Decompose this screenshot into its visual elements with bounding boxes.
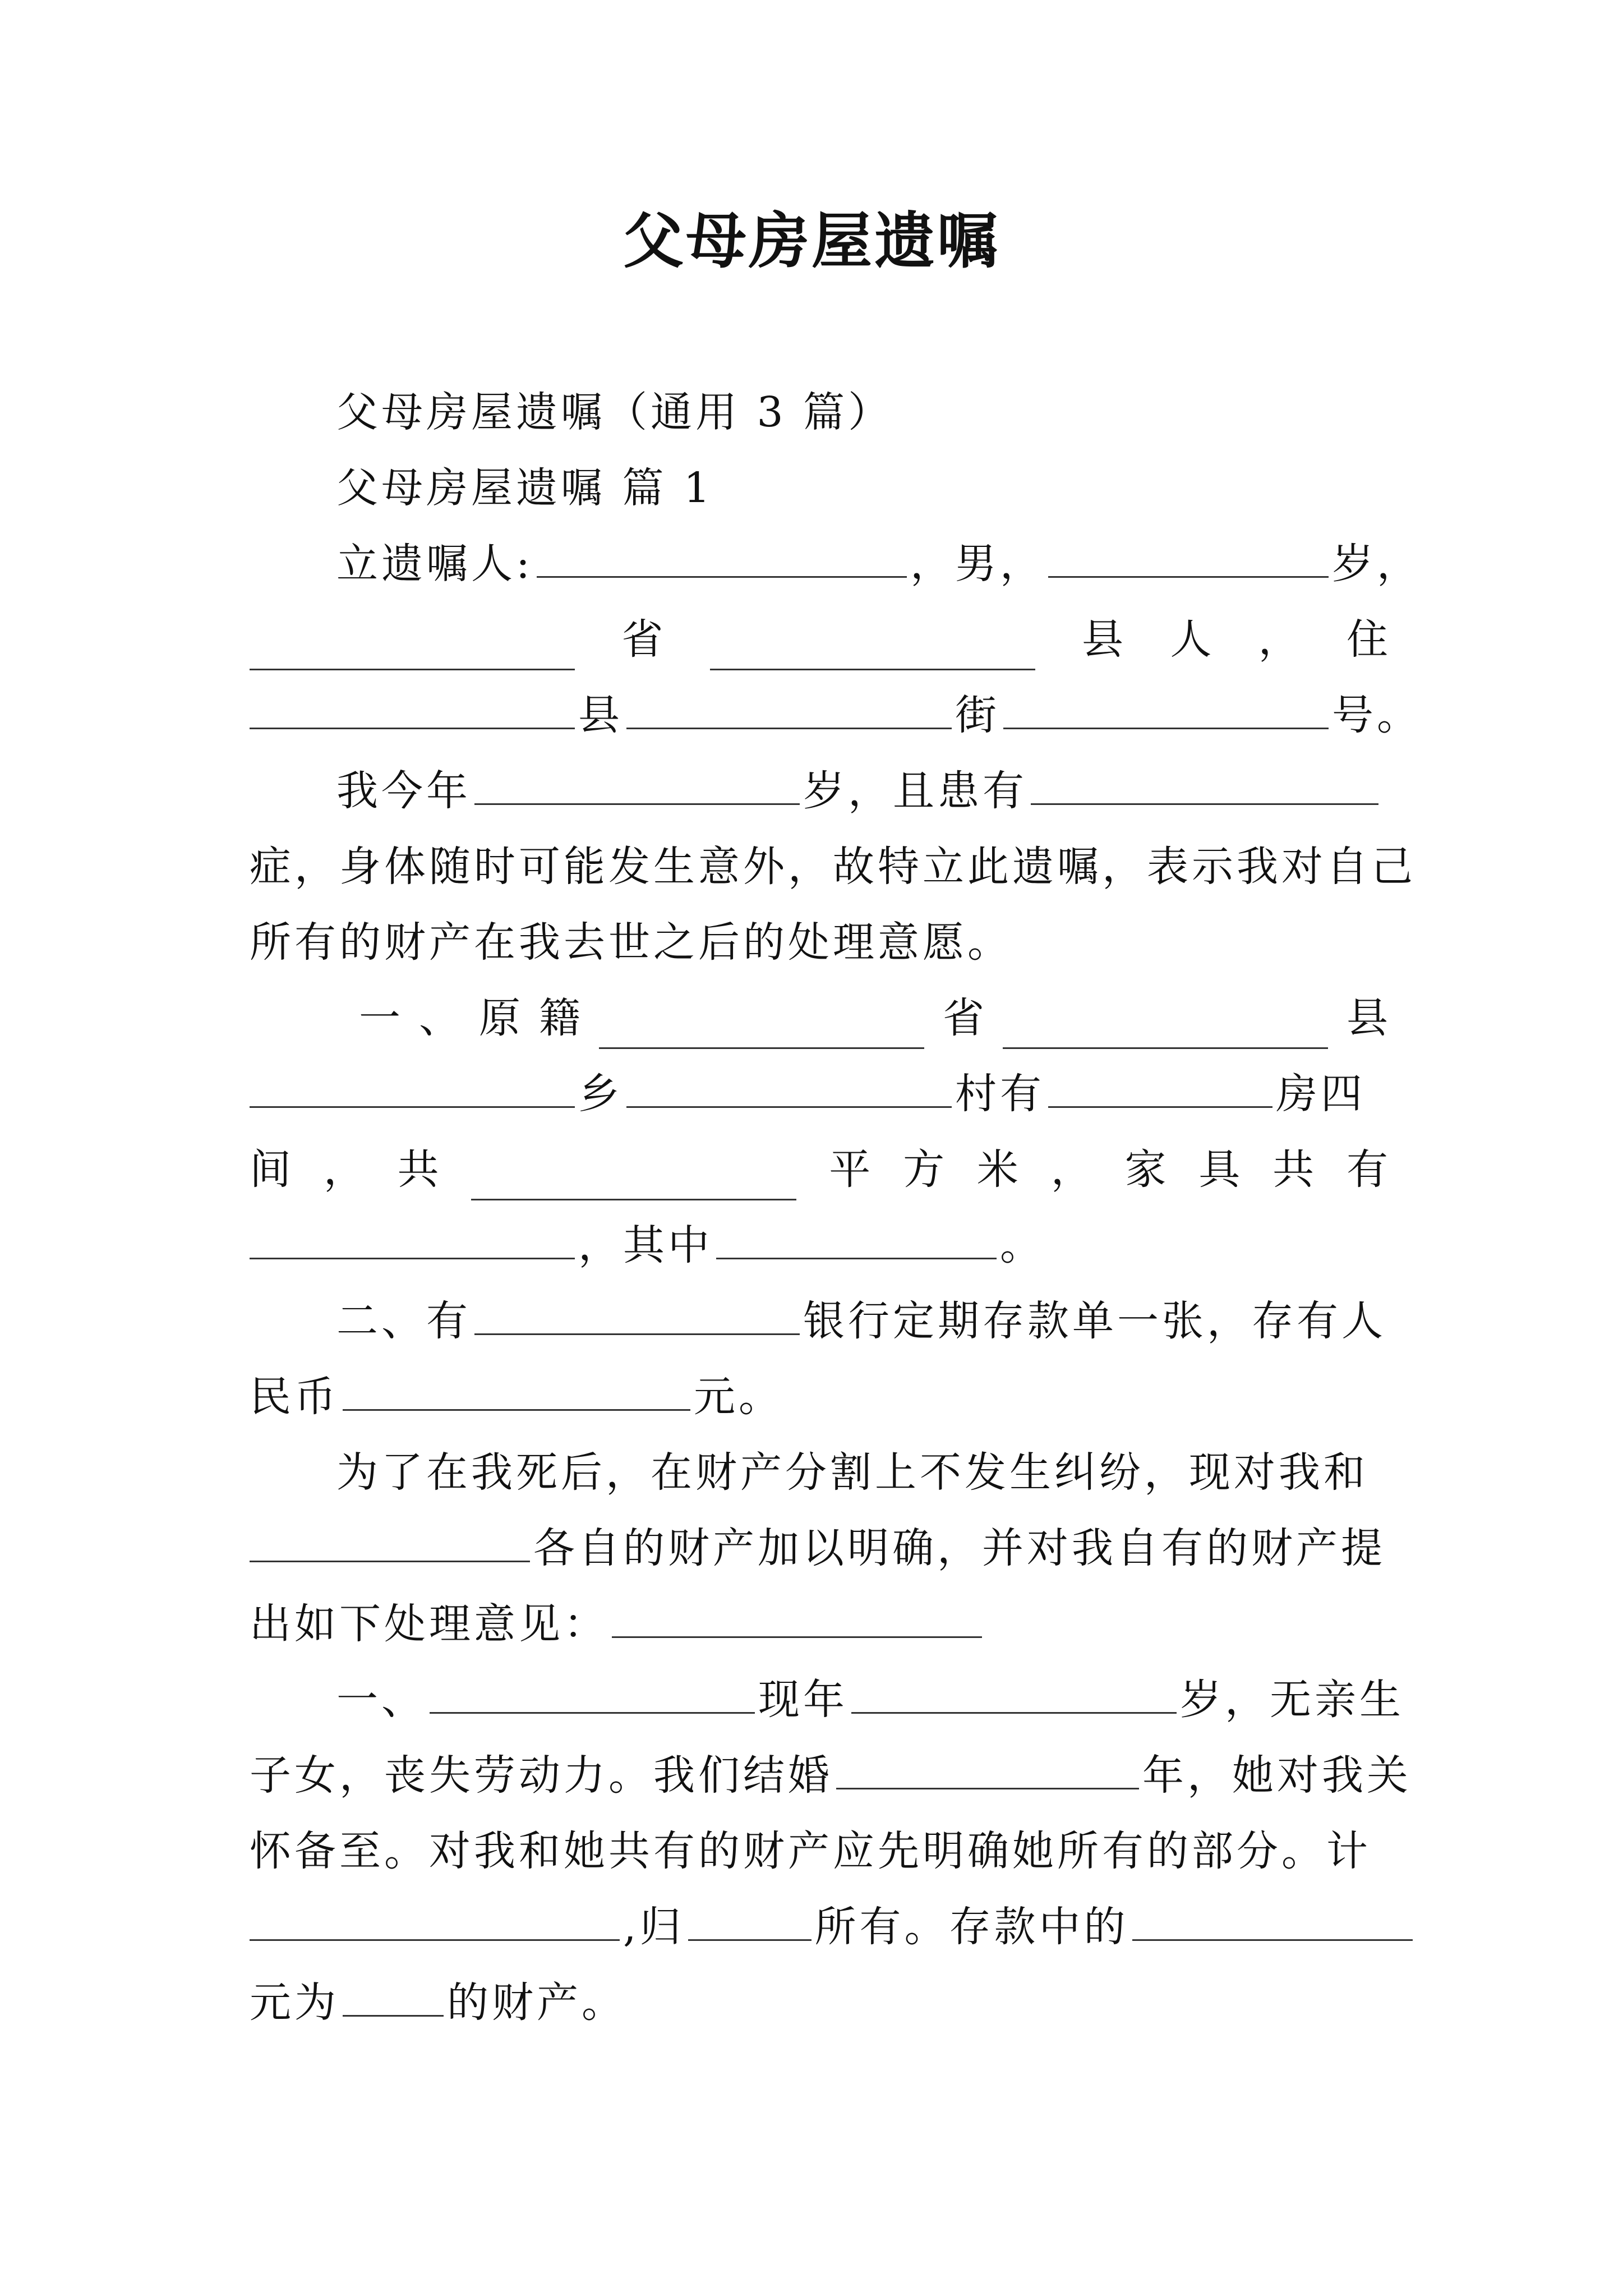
text: 街	[955, 691, 1000, 739]
text: 民币	[250, 1373, 339, 1421]
text: 号。	[1332, 691, 1422, 739]
blank-field[interactable]	[1003, 688, 1329, 729]
paragraph-line	[250, 1896, 1388, 1958]
text: 各自的财产加以明确，并对我自有的财产提	[533, 1524, 1386, 1572]
text: 籍	[539, 994, 580, 1042]
text: 人	[1170, 615, 1212, 664]
text: 县	[578, 691, 623, 739]
text: 子女，丧失劳动力。我们结婚	[250, 1751, 833, 1800]
text: 岁，且患有	[803, 767, 1027, 815]
text: 银行定期存款单一张，存有人	[803, 1297, 1386, 1345]
paragraph-line	[250, 684, 1422, 746]
paragraph-line	[250, 1139, 1388, 1200]
blank-field[interactable]	[250, 688, 575, 729]
text: 共	[397, 1145, 439, 1194]
text: 省	[943, 994, 984, 1042]
blank-field[interactable]	[250, 1521, 530, 1562]
text: 县	[1347, 994, 1388, 1042]
blank-field[interactable]	[1048, 537, 1329, 578]
text: 原	[479, 994, 520, 1042]
paragraph-line: 怀备至。对我和她共有的财产应先明确她所有的部分。计	[250, 1827, 1371, 1875]
blank-field[interactable]	[626, 1067, 952, 1108]
text: 省	[621, 615, 663, 664]
text: 米	[976, 1145, 1018, 1194]
text: 二、有	[336, 1297, 471, 1345]
text: 住	[1346, 615, 1388, 664]
text: ，其中	[578, 1221, 713, 1269]
blank-field[interactable]	[250, 629, 575, 670]
text: ，	[323, 1145, 365, 1194]
blank-field[interactable]	[710, 629, 1035, 670]
text: 的财产。	[447, 1978, 626, 2027]
paragraph-line	[336, 760, 1388, 822]
paragraph-line	[250, 1517, 1388, 1579]
text: ，	[1050, 1145, 1092, 1194]
paragraph-line	[359, 987, 1388, 1049]
blank-field[interactable]	[250, 1067, 575, 1108]
paragraph-line	[336, 1669, 1404, 1731]
document-title: 父母房屋遗嘱	[623, 206, 1000, 277]
blank-field[interactable]	[1031, 764, 1378, 805]
blank-field[interactable]	[474, 1294, 800, 1335]
text: 方	[903, 1145, 945, 1194]
blank-field[interactable]	[537, 537, 907, 578]
text: ，男，	[910, 540, 1045, 588]
paragraph-line: 为了在我死后，在财产分割上不发生纠纷，现对我和	[336, 1448, 1368, 1497]
text: 现年	[758, 1676, 848, 1724]
text: 平	[829, 1145, 871, 1194]
blank-field[interactable]	[688, 1900, 811, 1941]
text: 村有	[955, 1070, 1045, 1118]
text: 、	[419, 994, 460, 1042]
text: 元为	[250, 1978, 339, 2027]
paragraph-line: 症，身体随时可能发生意外，故特立此遗嘱，表示我对自己	[250, 843, 1416, 891]
blank-field[interactable]	[626, 688, 952, 729]
paragraph-line	[250, 1063, 1388, 1125]
text: 有	[1346, 1145, 1388, 1194]
text: 立遗嘱人:	[336, 540, 533, 588]
section-heading: 父母房屋遗嘱 篇 1	[336, 464, 714, 512]
text: 年，她对我关	[1142, 1751, 1412, 1800]
text: 共	[1272, 1145, 1315, 1194]
text: 岁，无亲生	[1180, 1676, 1404, 1724]
paragraph-line	[250, 1745, 1412, 1806]
text: 一	[359, 994, 400, 1042]
paragraph-line: 所有的财产在我去世之后的处理意愿。	[250, 918, 1012, 967]
blank-field[interactable]	[343, 1976, 444, 2017]
text: 间	[250, 1145, 291, 1194]
blank-field[interactable]	[471, 1159, 796, 1200]
blank-field[interactable]	[716, 1218, 997, 1259]
text: ,归	[623, 1903, 685, 1951]
blank-field[interactable]	[1003, 1008, 1328, 1049]
text: 县	[1081, 615, 1123, 664]
blank-field[interactable]	[343, 1370, 690, 1411]
blank-field[interactable]	[1048, 1067, 1272, 1108]
paragraph-line	[250, 1593, 1388, 1655]
text: 乡	[578, 1070, 623, 1118]
text: 一、	[336, 1676, 426, 1724]
paragraph-line	[336, 533, 1422, 595]
paragraph-line	[250, 1214, 1388, 1276]
paragraph-line	[336, 1290, 1388, 1352]
paragraph-line	[250, 1972, 1388, 2033]
blank-field[interactable]	[250, 1218, 575, 1259]
blank-field[interactable]	[836, 1749, 1139, 1789]
subtitle: 父母房屋遗嘱（通用 3 篇）	[336, 388, 893, 436]
blank-field[interactable]	[1132, 1900, 1413, 1941]
text: 房四	[1276, 1070, 1366, 1118]
text: 。	[1000, 1221, 1045, 1269]
paragraph-line	[250, 609, 1388, 670]
blank-field[interactable]	[474, 764, 800, 805]
text: 所有。存款中的	[814, 1903, 1129, 1951]
text: ，	[1258, 615, 1300, 664]
text: 元。	[694, 1373, 783, 1421]
text: 岁，	[1331, 540, 1422, 588]
text: 家	[1124, 1145, 1166, 1194]
blank-field[interactable]	[430, 1673, 755, 1714]
blank-field[interactable]	[250, 1900, 620, 1941]
blank-field[interactable]	[851, 1673, 1177, 1714]
blank-field[interactable]	[612, 1597, 982, 1638]
paragraph-line	[250, 1366, 1388, 1428]
text: 我今年	[336, 767, 471, 815]
blank-field[interactable]	[599, 1008, 924, 1049]
text: 具	[1198, 1145, 1241, 1194]
text: 出如下处理意见：	[250, 1600, 608, 1648]
